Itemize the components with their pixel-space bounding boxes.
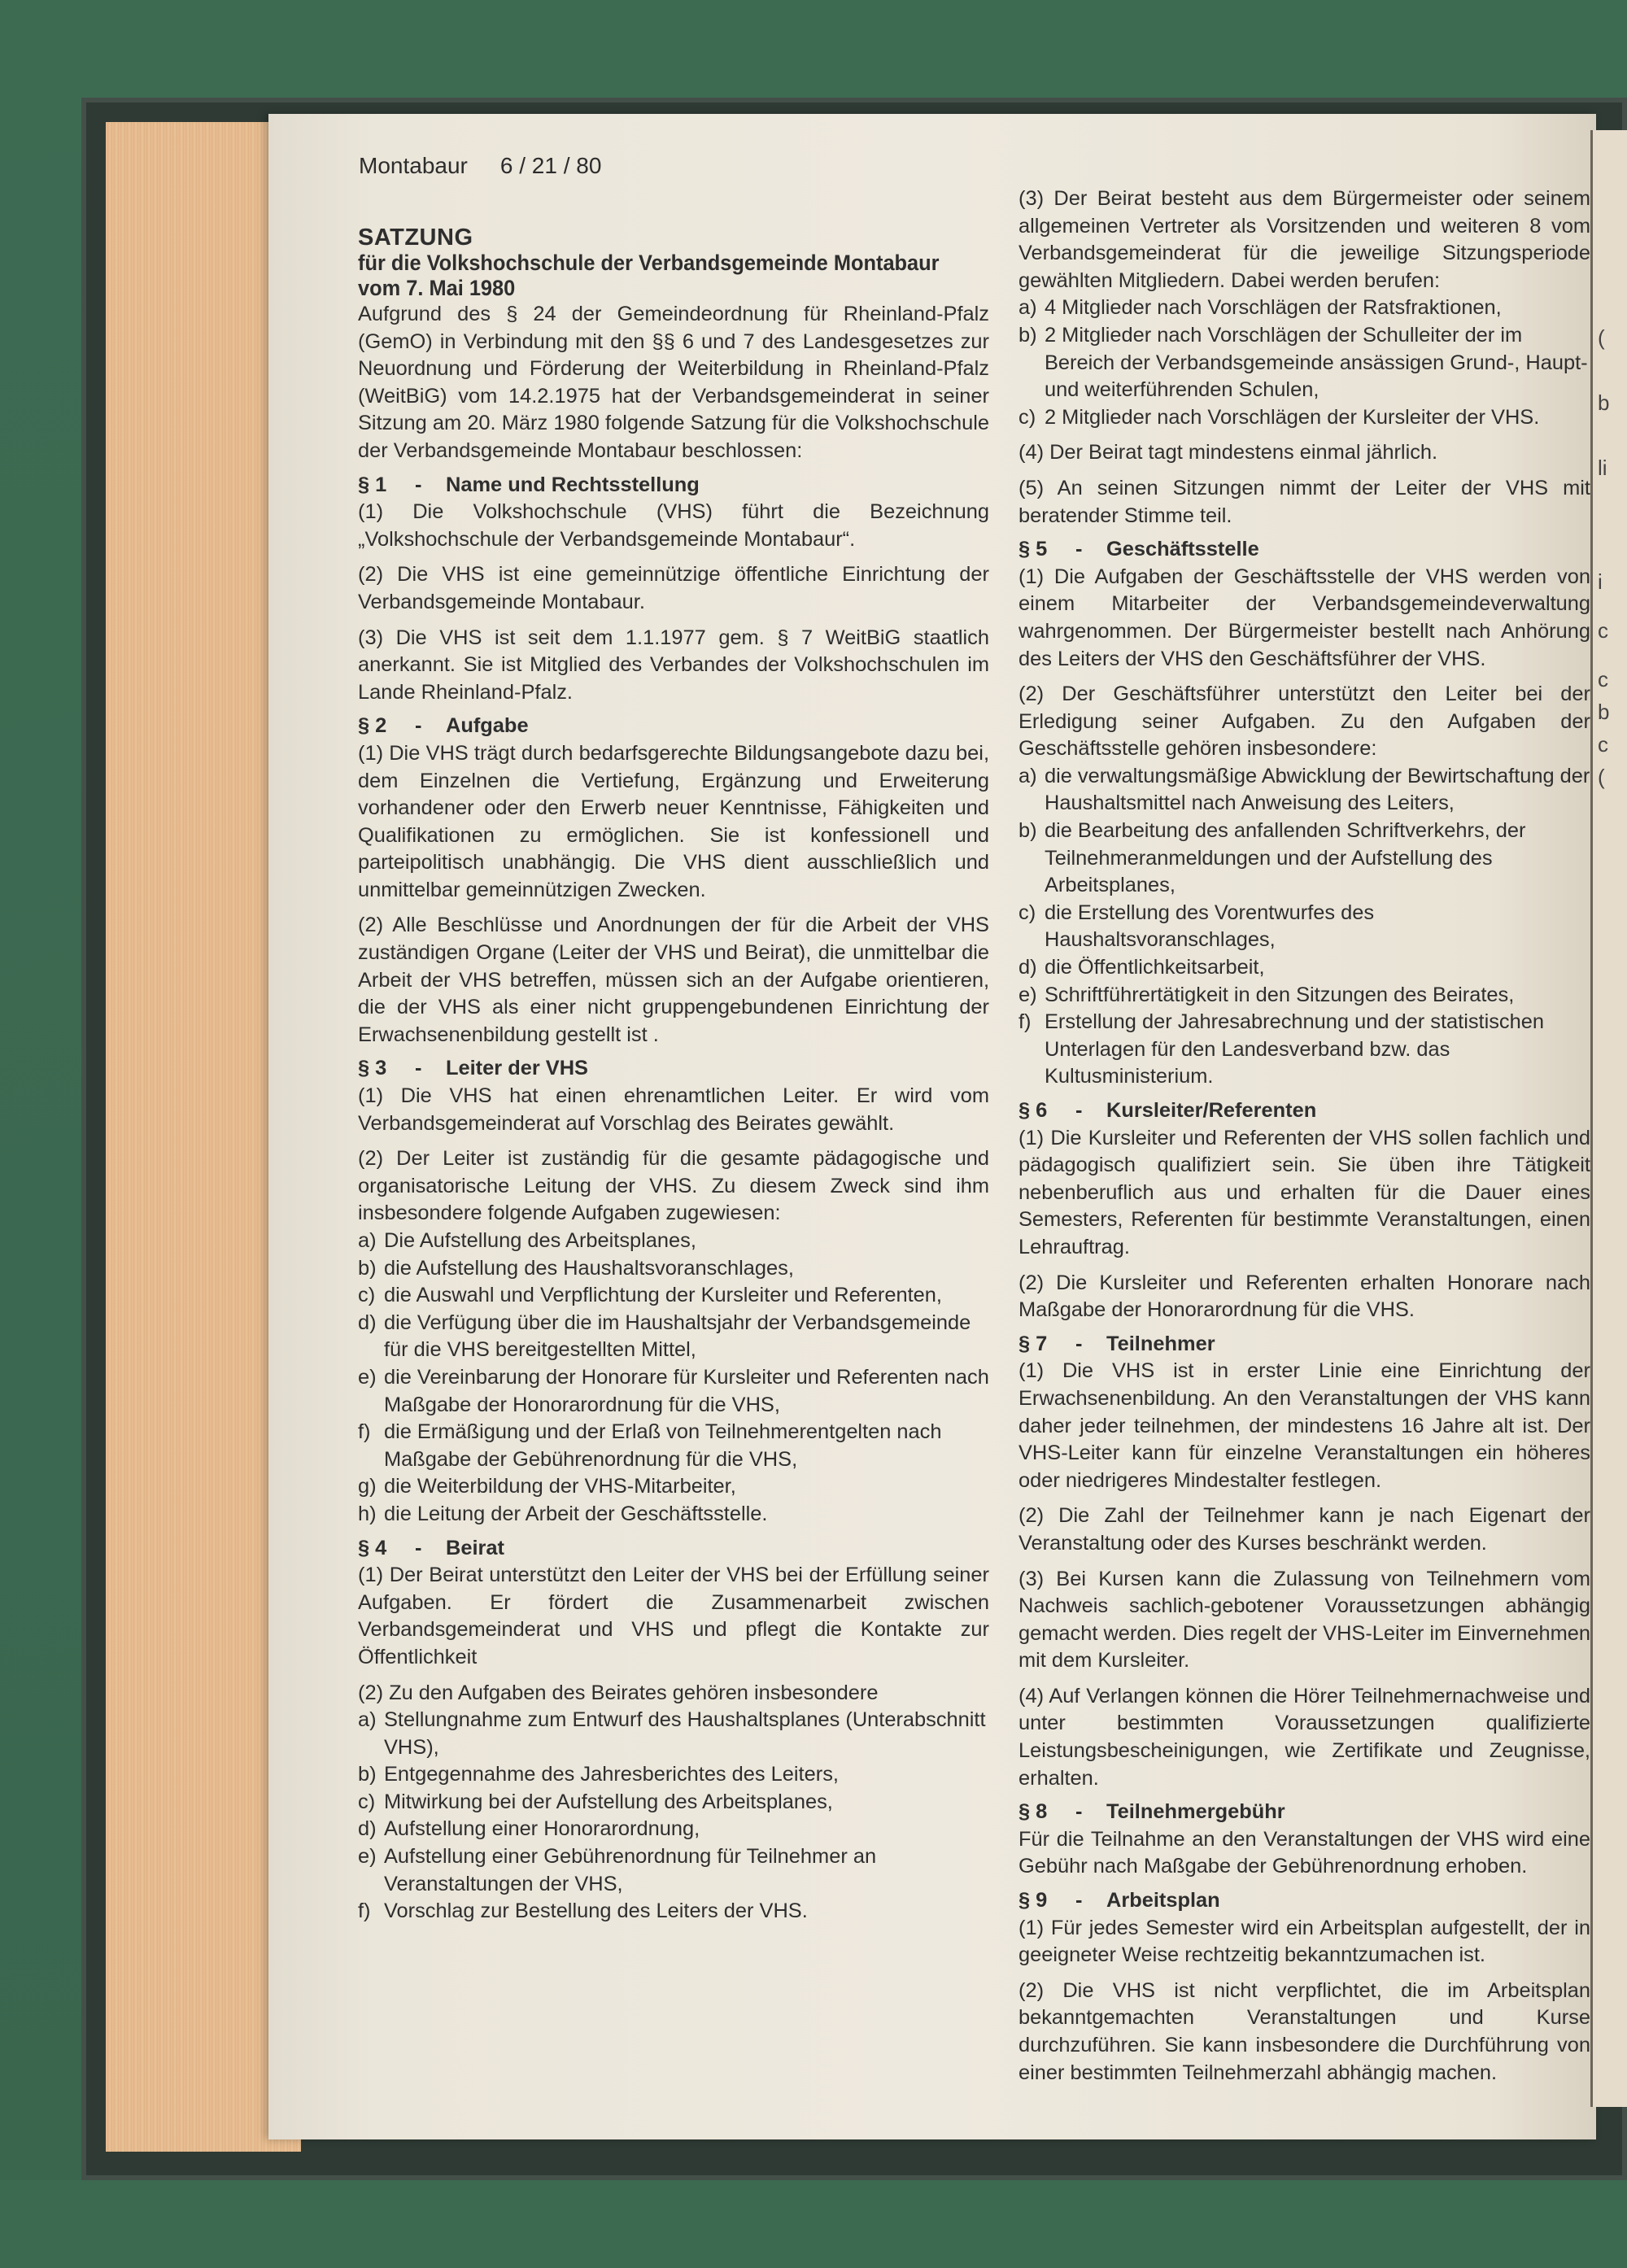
section-8-paragraph: Für die Teilnahme an den Veranstaltungen der VHS wird eine Gebühr nach Maßgabe der Gebührenordnung erhoben. xyxy=(1019,1827,1590,1878)
section-3-list xyxy=(358,1228,989,1529)
list-item: a) die verwaltungsmäßige Abwicklung der Bewirtschaftung der Haushaltsmittel nach Anweisung des Leiters, xyxy=(1019,764,1590,815)
list-item: b) Entgegennahme des Jahresberichtes des Leiters, xyxy=(358,1763,839,1786)
section-1-paragraph: (3) Die VHS ist seit dem 1.1.1977 gem. § 7 WeitBiG staatlich anerkannt. Sie ist Mitglied des Verbandes der Volkshochschulen im Lande Rheinland-Pfalz. xyxy=(358,626,989,704)
section-9-paragraph: (1) Für jedes Semester wird ein Arbeitsplan aufgestellt, der in geeigneter Weise rechtzeitig bekanntzumachen ist. xyxy=(1019,1916,1590,1967)
list-item: a) Die Aufstellung des Arbeitsplanes, xyxy=(358,1229,696,1252)
section-4-members-list xyxy=(1019,294,1590,431)
list-item: g) die Weiterbildung der VHS-Mitarbeiter, xyxy=(358,1475,736,1498)
section-4-paragraph: (4) Der Beirat tagt mindestens einmal jährlich. xyxy=(1019,441,1438,465)
list-item: e) Schriftführertätigkeit in den Sitzungen des Beirates, xyxy=(1019,983,1515,1006)
page-header xyxy=(359,153,601,179)
right-column xyxy=(1019,185,1590,2087)
list-item: a) Stellungnahme zum Entwurf des Haushaltsplanes (Unterabschnitt VHS), xyxy=(358,1708,986,1759)
section-heading-9: § 9 - Arbeitsplan xyxy=(1019,1889,1220,1913)
list-item: d) Aufstellung einer Honorarordnung, xyxy=(358,1817,700,1841)
section-5-list xyxy=(1019,763,1590,1091)
facing-page-edge: ( b li i c c b c ( xyxy=(1590,130,1627,2107)
bottom-background xyxy=(0,2180,1627,2268)
document-date: vom 7. Mai 1980 xyxy=(358,276,516,300)
section-3-paragraph: (1) Die VHS hat einen ehrenamtlichen Leiter. Er wird vom Verbandsgemeinderat auf Vorschlag des Beirates gewählt. xyxy=(358,1084,989,1135)
list-item: f) Vorschlag zur Bestellung des Leiters der VHS. xyxy=(358,1899,808,1923)
section-heading-1: § 1 - Name und Rechtsstellung xyxy=(358,473,700,496)
section-9-paragraph: (2) Die VHS ist nicht verpflichtet, die im Arbeitsplan bekanntgemachten Veranstaltungen und Kurse durchzuführen. Sie kann insbesondere die Durchführung von einer bestimmten Teilnehmerzahl abhängig machen. xyxy=(1019,1978,1590,2084)
list-item: d) die Verfügung über die im Haushaltsjahr der Verbandsgemeinde für die VHS bereitgestellten Mittel, xyxy=(358,1311,971,1362)
section-2-paragraph: (1) Die VHS trägt durch bedarfsgerechte Bildungsangebote dazu bei, dem Einzelnen die Vertiefung, Ergänzung und Erweiterung vorhandener oder den Erwerb neuer Kenntnisse, Fähigkeiten und Qualifikationen zu ermöglichen. Sie ist konfessionell und parteipolitisch unabhängig. Die VHS dient ausschließlich und unmittelbar gemeinnützigen Zwecken. xyxy=(358,741,989,901)
list-item: e) Aufstellung einer Gebührenordnung für Teilnehmer an Veranstaltungen der VHS, xyxy=(358,1845,877,1895)
list-item: a) 4 Mitglieder nach Vorschlägen der Ratsfraktionen, xyxy=(1019,296,1502,320)
document-title: SATZUNG xyxy=(358,225,473,251)
section-7-paragraph: (4) Auf Verlangen können die Hörer Teilnehmernachweise und unter bestimmten Voraussetzungen qualifizierte Leistungsbescheinigungen, wie Zertifikate und Zeugnisse, erhalten. xyxy=(1019,1684,1590,1790)
section-2-paragraph: (2) Alle Beschlüsse und Anordnungen der für die Arbeit der VHS zuständigen Organe (Leiter der VHS und Beirat), die unmittelbar die Arbeit der VHS betreffen, müssen sich an der Aufgabe orientieren, die der VHS als einer nicht gruppengebundenen Einrichtung der Erwachsenenbildung gestellt ist . xyxy=(358,914,989,1046)
section-heading-6: § 6 - Kursleiter/Referenten xyxy=(1019,1099,1317,1122)
section-heading-5: § 5 - Geschäftsstelle xyxy=(1019,538,1259,561)
section-6-paragraph: (2) Die Kursleiter und Referenten erhalten Honorare nach Maßgabe der Honorarordnung für die VHS. xyxy=(1019,1271,1590,1322)
section-5-paragraph: (1) Die Aufgaben der Geschäftsstelle der VHS werden von einem Mitarbeiter der Verbandsgemeindeverwaltung wahrgenommen. Der Bürgermeister bestellt nach Anhörung des Leiters der VHS den Geschäftsführer der VHS. xyxy=(1019,565,1590,670)
list-item: b) die Bearbeitung des anfallenden Schriftverkehrs, der Teilnehmeranmeldungen und der Aufstellung des Arbeitsplanes, xyxy=(1019,819,1526,897)
section-4-paragraph: (1) Der Beirat unterstützt den Leiter der VHS bei der Erfüllung seiner Aufgaben. Er fördert die Zusammenarbeit zwischen Verbandsgemeinderat und VHS und pflegt die Kontakte zur Öffentlichkeit xyxy=(358,1564,989,1668)
document-subtitle: für die Volkshochschule der Verbandsgemeinde Montabaur xyxy=(358,251,940,275)
section-5-paragraph: (2) Der Geschäftsführer unterstützt den Leiter bei der Erledigung seiner Aufgaben. Zu den Aufgaben der Geschäftsstelle gehören insbesondere: xyxy=(1019,683,1590,761)
list-item: d) die Öffentlichkeitsarbeit, xyxy=(1019,956,1265,979)
section-heading-3: § 3 - Leiter der VHS xyxy=(358,1057,588,1080)
section-1-paragraph: (1) Die Volkshochschule (VHS) führt die Bezeichnung „Volkshochschule der Verbandsgemeinde Montabaur“. xyxy=(358,500,989,551)
list-item: h) die Leitung der Arbeit der Geschäftsstelle. xyxy=(358,1502,768,1525)
list-item: b) die Aufstellung des Haushaltsvoranschlages, xyxy=(358,1256,794,1280)
section-heading-2: § 2 - Aufgabe xyxy=(358,714,529,738)
preamble: Aufgrund des § 24 der Gemeindeordnung für Rheinland-Pfalz (GemO) in Verbindung mit den §§ 6 und 7 des Landesgesetzes zur Neuordnung und Förderung der Weiterbildung in Rheinland-Pfalz (WeitBiG) vom 14.2.1975 hat der Verbandsgemeinderat in seiner Sitzung am 20. März 1980 folgende Satzung für die Volkshochschule der Verbandsgemeinde Montabaur beschlossen: xyxy=(358,303,989,462)
list-item: b) 2 Mitglieder nach Vorschlägen der Schulleiter der im Bereich der Verbandsgemeinde ansässigen Grund-, Haupt- und weiterführenden Schulen, xyxy=(1019,323,1588,402)
section-4-paragraph: (5) An seinen Sitzungen nimmt der Leiter der VHS mit beratender Stimme teil. xyxy=(1019,476,1590,527)
list-item: c) 2 Mitglieder nach Vorschlägen der Kursleiter der VHS. xyxy=(1019,405,1540,429)
list-item: f) die Ermäßigung und der Erlaß von Teilnehmerentgelten nach Maßgabe der Gebührenordnung für die VHS, xyxy=(358,1420,942,1471)
section-4-list xyxy=(358,1707,989,1926)
section-heading-8: § 8 - Teilnehmergebühr xyxy=(1019,1800,1285,1824)
header-code: 6 / 21 / 80 xyxy=(499,153,602,178)
section-4-paragraph: (2) Zu den Aufgaben des Beirates gehören insbesondere xyxy=(358,1681,879,1704)
list-item: f) Erstellung der Jahresabrechnung und der statistischen Unterlagen für den Landesverband bzw. das Kultusministerium. xyxy=(1019,1010,1544,1088)
section-7-paragraph: (1) Die VHS ist in erster Linie eine Einrichtung der Erwachsenenbildung. An den Veranstaltungen der VHS kann daher jeder teilnehmen, der mindestens 16 Jahre alt ist. Der VHS-Leiter kann für einzelne Veranstaltungen ein höheres oder niedrigeres Mindestalter festlegen. xyxy=(1019,1359,1590,1492)
list-item: c) Mitwirkung bei der Aufstellung des Arbeitsplanes, xyxy=(358,1790,833,1813)
section-4-paragraph: (3) Der Beirat besteht aus dem Bürgermeister oder seinem allgemeinen Vertreter als Vorsitzenden und weiteren 8 vom Verbandsgemeinderat für die jeweilige Sitzungsperiode gewählten Mitgliedern. Dabei werden berufen: xyxy=(1019,187,1590,292)
list-item: e) die Vereinbarung der Honorare für Kursleiter und Referenten nach Maßgabe der Honorarordnung für die VHS, xyxy=(358,1365,989,1416)
section-7-paragraph: (3) Bei Kursen kann die Zulassung von Teilnehmern vom Nachweis sachlich-gebotener Voraussetzungen abhängig gemacht werden. Dies regelt der VHS-Leiter im Einvernehmen mit dem Kursleiter. xyxy=(1019,1567,1590,1673)
section-heading-7: § 7 - Teilnehmer xyxy=(1019,1332,1215,1355)
list-item: c) die Erstellung des Vorentwurfes des Haushaltsvoranschlages, xyxy=(1019,901,1375,952)
section-heading-4: § 4 - Beirat xyxy=(358,1536,504,1559)
section-6-paragraph: (1) Die Kursleiter und Referenten der VHS sollen fachlich und pädagogisch qualifiziert sein. Sie üben ihre Tätigkeit nebenberuflich aus und erhalten für die Dauer eines Semesters, Referenten für bestimmte Veranstaltungen, einen Lehrauftrag. xyxy=(1019,1126,1590,1258)
left-column xyxy=(358,225,989,1926)
section-1-paragraph: (2) Die VHS ist eine gemeinnützige öffentliche Einrichtung der Verbandsgemeinde Montabaur. xyxy=(358,563,989,613)
header-place: Montabaur xyxy=(359,153,468,178)
section-3-paragraph: (2) Der Leiter ist zuständig für die gesamte pädagogische und organisatorische Leitung der VHS. Zu diesem Zweck sind ihm insbesondere folgende Aufgaben zugewiesen: xyxy=(358,1147,989,1225)
section-7-paragraph: (2) Die Zahl der Teilnehmer kann je nach Eigenart der Veranstaltung oder des Kurses beschränkt werden. xyxy=(1019,1504,1590,1555)
list-item: c) die Auswahl und Verpflichtung der Kursleiter und Referenten, xyxy=(358,1284,942,1307)
